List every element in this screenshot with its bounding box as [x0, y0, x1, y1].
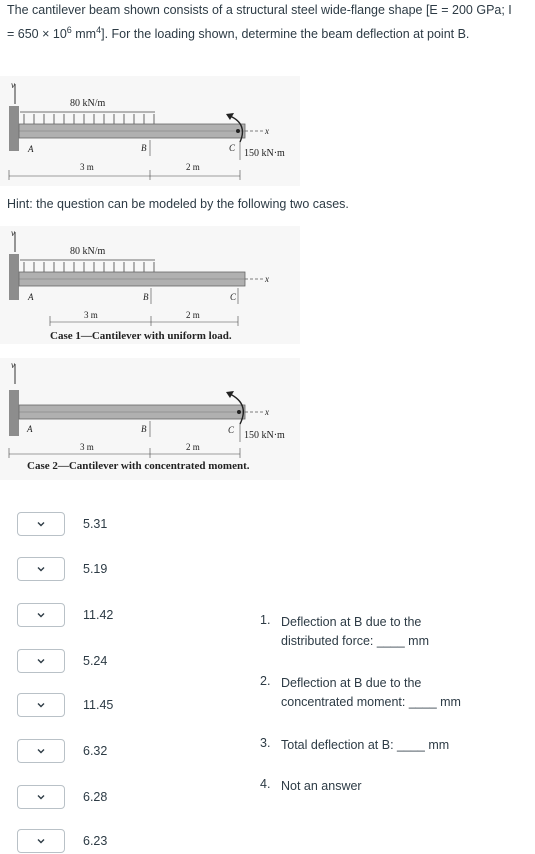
option-label: 6.28: [83, 790, 108, 804]
case1-A-label: A: [28, 292, 34, 302]
option-label: 5.31: [83, 517, 108, 531]
match-number: 3.: [260, 736, 271, 750]
case2-B-label: B: [141, 424, 147, 434]
main-wall: [9, 106, 19, 151]
case2-C-label: C: [228, 425, 235, 435]
option-row: [17, 511, 108, 537]
case2-wall: [9, 390, 19, 436]
match-number: 2.: [260, 674, 271, 688]
match-text-line2: distributed force: ____ mm: [281, 634, 429, 648]
option-label: 5.24: [83, 654, 108, 668]
case1-B-label: B: [143, 292, 149, 302]
case1-wall: [9, 254, 19, 300]
option-row: [17, 648, 108, 674]
case2-A-label: A: [27, 424, 33, 434]
chevron-down-icon: [36, 746, 46, 756]
case1-v-label: v: [11, 228, 15, 238]
case2-dim-3m: 3 m: [80, 442, 94, 452]
match-select[interactable]: [17, 829, 65, 853]
match-select[interactable]: [17, 603, 65, 627]
case1-dim-3m: 3 m: [84, 310, 98, 320]
chevron-down-icon: [36, 564, 46, 574]
main-x-label: x: [265, 126, 269, 136]
option-row: [17, 692, 114, 718]
option-label: 11.45: [83, 698, 114, 712]
chevron-down-icon: [36, 836, 46, 846]
chevron-down-icon: [36, 656, 46, 666]
main-dim-2m: 2 m: [186, 162, 200, 172]
match-number: 4.: [260, 777, 271, 791]
match-text-line1: Not an answer: [281, 779, 362, 793]
chevron-down-icon: [36, 519, 46, 529]
main-moment-label: 150 kN·m: [244, 148, 285, 159]
option-label: 5.19: [83, 562, 108, 576]
chevron-down-icon: [36, 700, 46, 710]
question-text: [7, 0, 512, 44]
match-select[interactable]: [17, 693, 65, 717]
option-row: [17, 602, 114, 628]
option-label: 11.42: [83, 608, 114, 622]
match-select[interactable]: [17, 739, 65, 763]
match-text-line1: Total deflection at B: ____ mm: [281, 738, 450, 752]
case2-x-label: x: [265, 407, 269, 417]
case2-v-label: v: [11, 360, 15, 370]
main-B-label: B: [141, 143, 147, 153]
question-exponent-6: 6: [66, 25, 72, 35]
match-number: 1.: [260, 613, 271, 627]
main-C-label: C: [229, 143, 236, 153]
match-select[interactable]: [17, 557, 65, 581]
question-unit: mm: [71, 27, 97, 42]
option-label: 6.23: [83, 834, 108, 848]
case2-caption: Case 2—Cantilever with concentrated moment.: [27, 460, 250, 472]
match-select[interactable]: [17, 512, 65, 536]
hint-text: Hint: the question can be modeled by the following two cases.: [7, 197, 349, 211]
case2-moment-label: 150 kN·m: [244, 430, 285, 441]
case1-caption: Case 1—Cantilever with uniform load.: [50, 330, 232, 342]
question-exponent-4: 4: [96, 25, 102, 35]
chevron-down-icon: [36, 610, 46, 620]
match-select[interactable]: [17, 649, 65, 673]
main-load-label: 80 kN/m: [70, 98, 106, 109]
option-row: [17, 784, 108, 810]
case1-load-label: 80 kN/m: [70, 246, 106, 257]
case1-C-label: C: [230, 292, 237, 302]
option-label: 6.32: [83, 744, 108, 758]
case1-dim-2m: 2 m: [186, 310, 200, 320]
option-row: [17, 556, 108, 582]
case1-x-label: x: [265, 274, 269, 284]
option-row: [17, 738, 108, 764]
case2-figure: [0, 358, 535, 480]
chevron-down-icon: [36, 792, 46, 802]
option-row: [17, 828, 108, 854]
match-text-line1: Deflection at B due to the: [281, 615, 422, 629]
question-prefix: The cantilever beam shown consists of a structural steel wide-flange shape [E = 200 GPa; I = 650 × 10: [7, 3, 512, 42]
main-beam-figure: [0, 76, 535, 186]
match-select[interactable]: [17, 785, 65, 809]
question-suffix: ]. For the loading shown, determine the beam deflection at point B.: [101, 27, 470, 42]
case2-dim-2m: 2 m: [186, 442, 200, 452]
main-A-label: A: [28, 144, 34, 154]
match-text-line1: Deflection at B due to the: [281, 676, 422, 690]
main-v-label: v: [11, 80, 15, 90]
case1-figure: [0, 226, 535, 344]
main-dim-3m: 3 m: [80, 162, 94, 172]
match-text-line2: concentrated moment: ____ mm: [281, 695, 461, 709]
